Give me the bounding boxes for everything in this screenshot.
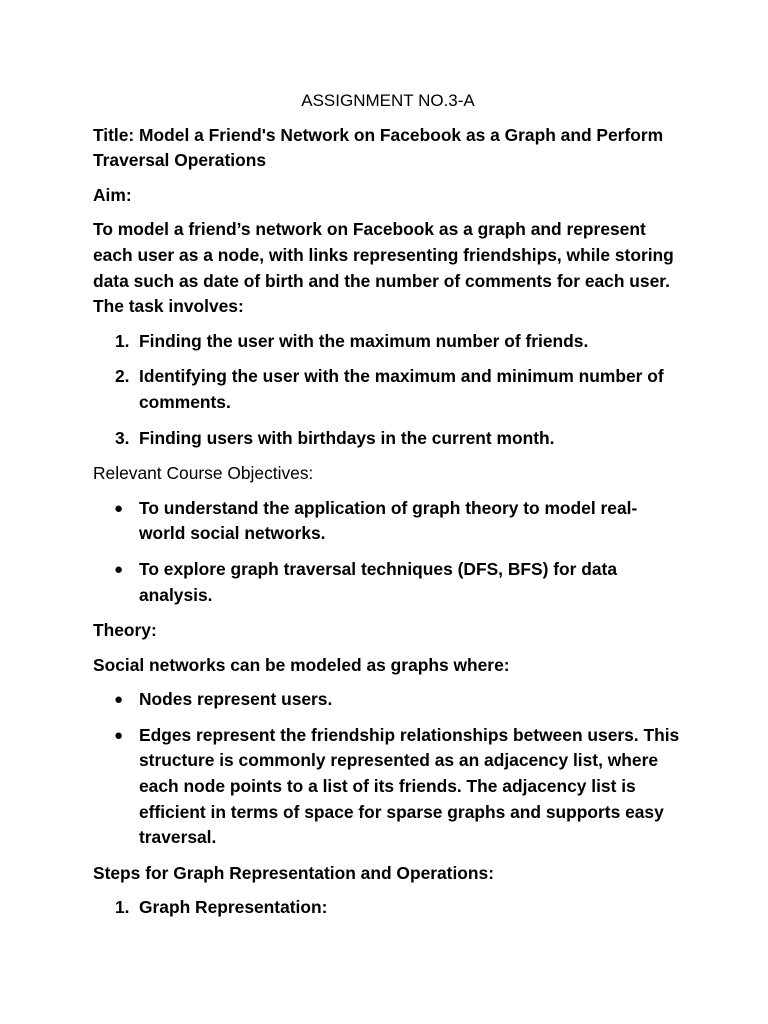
objective-text: To understand the application of graph theory to model real-world social networks. <box>139 497 638 544</box>
step-item <box>93 895 683 921</box>
theory-item <box>93 687 683 713</box>
list-number: 1. <box>115 897 130 918</box>
theory-intro: Social networks can be modeled as graphs where: <box>93 654 510 675</box>
theory-text: Edges represent the friendship relationships between users. This structure is commonly represented as an adjacency list, where each node points to a list of its friends. The adjacency list is efficient in terms of space for sparse graphs and supports easy traversal. <box>139 724 680 848</box>
objectives-list <box>93 496 683 608</box>
task-item <box>93 364 683 415</box>
objective-item <box>93 496 683 547</box>
task-text: Identifying the user with the maximum and minimum number of comments. <box>139 366 664 412</box>
bullet-icon: ● <box>114 499 124 517</box>
bullet-icon: ● <box>114 726 124 744</box>
list-number: 1. <box>115 330 130 351</box>
task-text: Finding users with birthdays in the current month. <box>139 427 555 448</box>
step-text: Graph Representation: <box>139 897 328 918</box>
objectives-label: Relevant Course Objectives: <box>93 463 314 484</box>
theory-text: Nodes represent users. <box>139 689 333 710</box>
task-item <box>93 329 683 355</box>
document-page <box>93 88 683 931</box>
theory-label: Theory: <box>93 620 157 641</box>
objective-text: To explore graph traversal techniques (DFS, BFS) for data analysis. <box>139 558 618 605</box>
bullet-icon: ● <box>114 560 124 578</box>
steps-list <box>93 895 683 921</box>
document-title: Title: Model a Friend's Network on Facebook as a Graph and Perform Traversal Operations <box>93 124 664 171</box>
list-number: 3. <box>115 427 130 448</box>
steps-label: Steps for Graph Representation and Operations: <box>93 862 495 883</box>
objective-item <box>93 557 683 608</box>
task-item <box>93 426 683 452</box>
task-text: Finding the user with the maximum number of friends. <box>139 330 589 351</box>
bullet-icon: ● <box>114 691 124 709</box>
theory-list <box>93 687 683 851</box>
aim-text: To model a friend’s network on Facebook as a graph and represent each user as a node, with links representing friendships, while storing data such as date of birth and the number of comments for each user. The task involves: <box>93 219 674 317</box>
assignment-heading: ASSIGNMENT NO.3-A <box>301 91 475 110</box>
list-number: 2. <box>115 366 130 387</box>
task-list <box>93 329 683 451</box>
theory-item <box>93 723 683 851</box>
aim-label: Aim: <box>93 184 132 205</box>
